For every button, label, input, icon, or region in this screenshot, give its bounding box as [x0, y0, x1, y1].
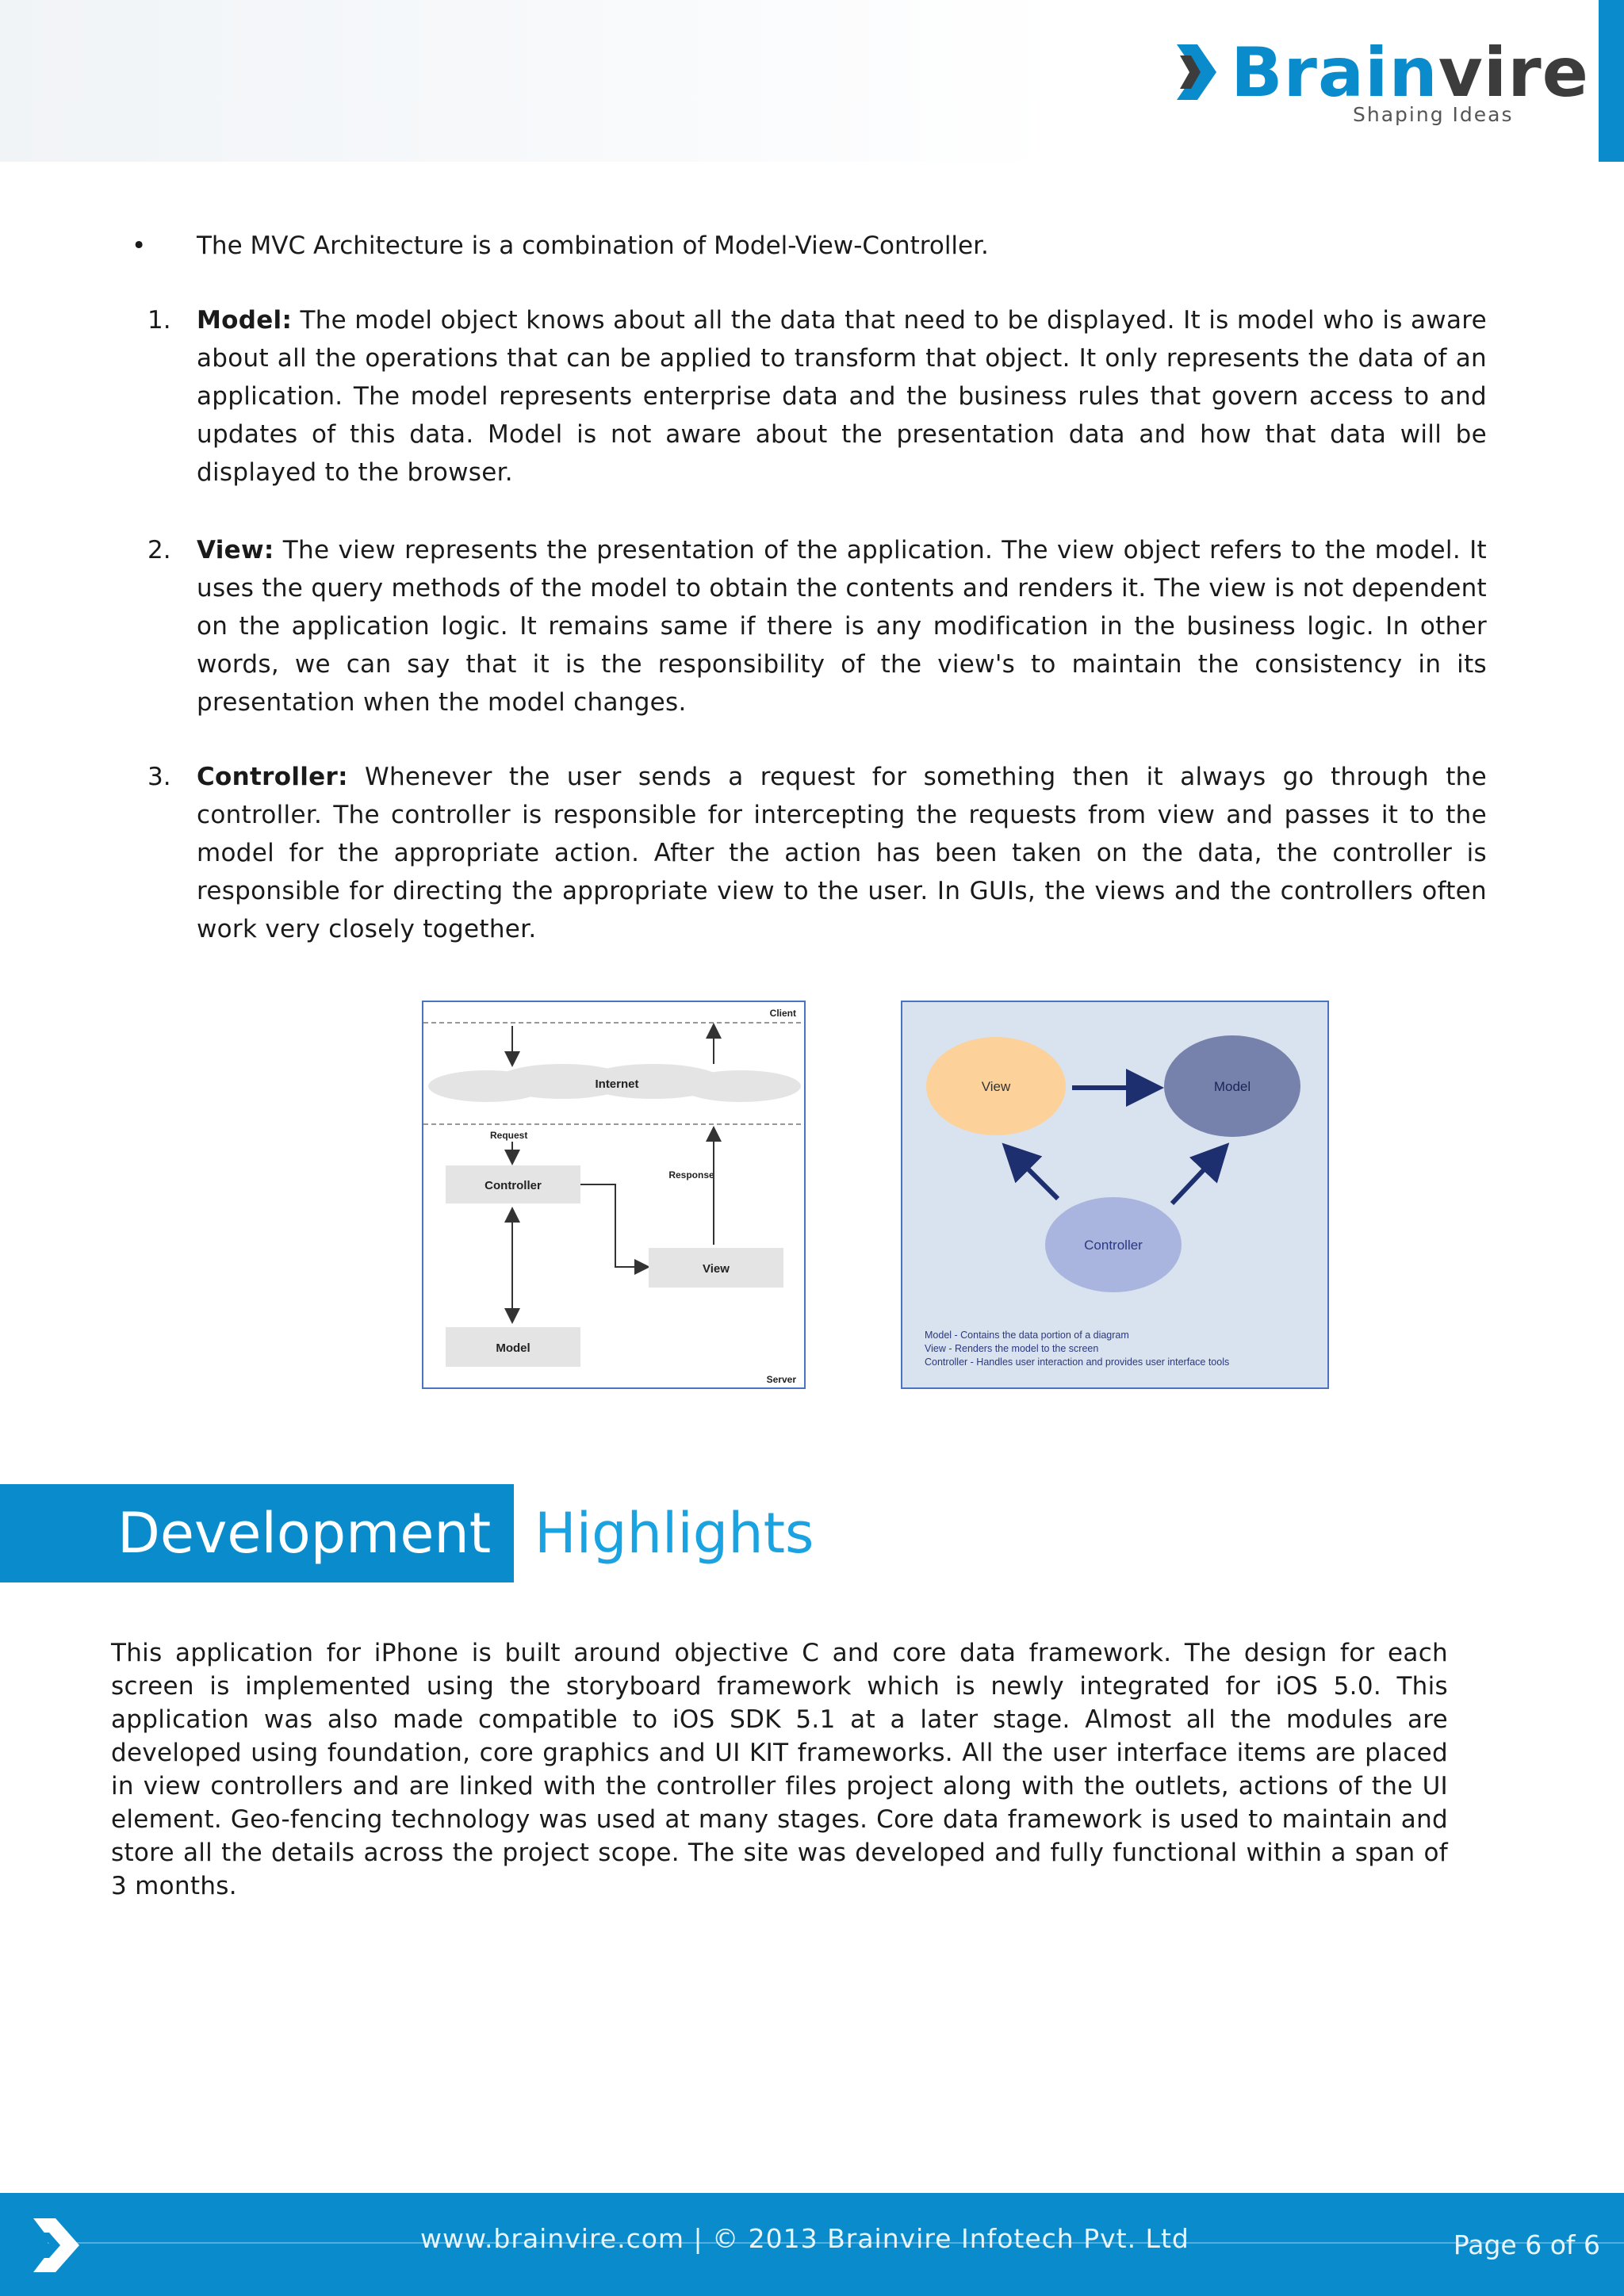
logo-brand-part1: Brain — [1231, 33, 1438, 113]
client-server-diagram-svg — [423, 1002, 804, 1387]
logo-brand-part2: vire — [1438, 33, 1589, 113]
list-item-term: View: — [197, 536, 274, 564]
response-label: Response — [668, 1169, 714, 1181]
model-ellipse-label: Model — [1213, 1079, 1251, 1094]
list-item-body — [197, 531, 1487, 721]
controller-to-view-arrow — [1009, 1150, 1058, 1199]
request-label: Request — [490, 1130, 528, 1141]
intro-bullet-text: The MVC Architecture is a combination of Model-View-Controller. — [197, 232, 989, 260]
section-title-highlights: Highlights — [534, 1501, 814, 1566]
list-item-text: Whenever the user sends a request for something then it always go through the controller. The controller is responsible for intercepting the requests from view and passes it to the model for the appropriate action. After the action has been taken on the data, the controller is responsible for directing the appropriate view to the user. In GUIs, the views and the controllers often work very closely together. — [197, 763, 1487, 943]
list-item-number: 3. — [147, 763, 171, 791]
mvc-triangle-diagram-svg — [902, 1002, 1327, 1387]
list-item-term: Model: — [197, 306, 293, 335]
list-item-body — [197, 301, 1487, 492]
controller-label: Controller — [485, 1179, 542, 1192]
logo-chevron-icon — [1177, 44, 1216, 100]
bullet-icon: • — [132, 232, 147, 260]
model-label: Model — [496, 1341, 530, 1355]
footer-page-number: Page 6 of 6 — [1453, 2229, 1600, 2260]
controller-to-model-arrow — [1172, 1150, 1223, 1203]
list-item-number: 1. — [147, 306, 171, 335]
client-label: Client — [769, 1008, 796, 1019]
footer-site-text: www.brainvire.com | © 2013 Brainvire Infotech Pvt. Ltd — [420, 2223, 1189, 2254]
logo-wordmark — [1231, 33, 1589, 113]
list-item-term: Controller: — [197, 763, 348, 791]
mvc-figures — [422, 1001, 1329, 1391]
legend-controller: Controller - Handles user interaction and provides user interface tools — [925, 1357, 1230, 1368]
legend-view: View - Renders the model to the screen — [925, 1343, 1099, 1354]
list-item-text: The model object knows about all the data that need to be displayed. It is model who is aware about all the operations that can be applied to transform that object. It only represents the data of an application. The model represents enterprise data and the business rules that govern access to and updates of this data. Model is not aware about the presentation data and how that data will be displayed to the browser. — [197, 306, 1487, 487]
brainvire-logo — [1177, 33, 1589, 126]
header-accent-bar — [1599, 0, 1624, 162]
footer-logo-icon — [32, 2214, 82, 2277]
footer-bar — [0, 2193, 1624, 2296]
view-ellipse-label: View — [981, 1079, 1011, 1094]
logo-tagline: Shaping Ideas — [1353, 103, 1514, 126]
controller-ellipse-label: Controller — [1084, 1238, 1143, 1253]
view-label: View — [703, 1262, 730, 1276]
highlights-paragraph: This application for iPhone is built around objective C and core data framework. The design for each screen is implemented using the storyboard framework which is newly integrated for iOS 5.0. This application was also made compatible to iOS SDK 5.1 at a later stage. Almost all the modules are developed using foundation, core graphics and UI KIT frameworks. All the user interface items are placed in view controllers and are linked with the controller files project along with the outlets, actions of the UI element. Geo-fencing technology was used at many stages. Core data framework is used to maintain and store all the details across the project scope. The site was developed and fully functional within a span of 3 months. — [111, 1639, 1448, 1900]
section-title-development: Development — [117, 1501, 492, 1566]
controller-to-view-arrow — [580, 1184, 647, 1267]
legend-model: Model - Contains the data portion of a diagram — [925, 1330, 1129, 1341]
list-item-body — [197, 758, 1487, 948]
list-item-number: 2. — [147, 536, 171, 564]
mvc-triangle-diagram — [901, 1001, 1329, 1389]
list-item-text: The view represents the presentation of the application. The view object refers to the model. It uses the query methods of the model to obtain the contents and renders it. The view is not dependent on the application logic. It remains same if there is any modification in the business logic. In other words, we can say that it is the responsibility of the view's to maintain the consistency in its presentation when the model changes. — [197, 536, 1487, 717]
internet-label: Internet — [595, 1077, 639, 1091]
client-server-diagram — [422, 1001, 806, 1389]
server-label: Server — [766, 1374, 796, 1385]
